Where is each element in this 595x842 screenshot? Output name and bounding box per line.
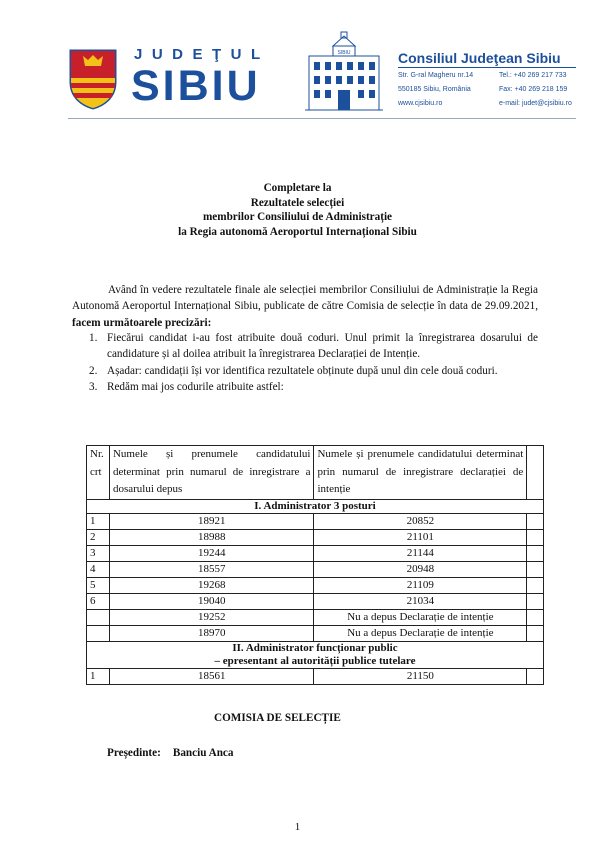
fax: Fax: +40 269 218 159 — [499, 86, 568, 93]
president-name: Banciu Anca — [172, 747, 234, 759]
cell-empty — [527, 668, 544, 684]
website[interactable]: www.cjsibiu.ro — [398, 100, 443, 107]
committee-heading: COMISIA DE SELECȚIE — [214, 712, 341, 724]
cell-dosar-code: 19252 — [109, 609, 314, 625]
cell-nr — [87, 609, 110, 625]
council-building-icon — [303, 30, 385, 114]
header-declaratie: Numele și prenumele candidatului determinat prin numarul de inregistrare declarației de intenție — [314, 446, 527, 500]
cell-nr: 1 — [87, 513, 110, 529]
cell-declaratie-code: 21109 — [314, 577, 527, 593]
email[interactable]: e-mail: judet@cjsibiu.ro — [499, 100, 572, 107]
table-row — [87, 609, 544, 625]
cell-nr: 1 — [87, 668, 110, 684]
cell-empty — [527, 593, 544, 609]
president-label: Președinte: — [107, 747, 161, 759]
table-row — [87, 593, 544, 609]
table-row — [87, 668, 544, 684]
cell-dosar-code: 19244 — [109, 545, 314, 561]
cell-empty — [527, 513, 544, 529]
list-item-number: 3. — [89, 380, 98, 393]
county-coat-of-arms-icon — [68, 48, 118, 110]
list-item-number: 1. — [89, 332, 98, 344]
table-row — [87, 529, 544, 545]
cell-declaratie-code: 21150 — [314, 668, 527, 684]
section-2-title — [87, 641, 544, 668]
list-item — [72, 363, 538, 379]
cell-empty — [527, 577, 544, 593]
list-item-text: Fiecărui candidat i-au fost atribuite două coduri. Unul primit la înregistrarea dosarului de candidature și al doilea atribuit la înregistrarea Declarației de Intenție. — [107, 332, 538, 361]
cell-declaratie-code: 21101 — [314, 529, 527, 545]
cell-declaratie-code: Nu a depus Declarație de intenție — [314, 609, 527, 625]
page-number: 1 — [294, 821, 301, 833]
cell-nr — [87, 625, 110, 641]
president-line — [107, 747, 233, 759]
list-item-text: Așadar: candidații își vor identifica rezultatele obținute după unul din cele două coduri. — [107, 364, 498, 377]
intro-text: Având în vedere rezultatele finale ale selecției membrilor Consiliului de Administrație la Regia Autonomă Aeroportul Internațional Sibiu, publicate de către Comisia de selecție în data de 29.09.2021, — [72, 284, 538, 313]
intro-bold-tail: facem următoarele precizări: — [72, 316, 212, 329]
list-item — [72, 379, 538, 395]
table-row — [87, 513, 544, 529]
section-1-title: I. Administrator 3 posturi — [87, 499, 544, 513]
list-item — [72, 330, 538, 363]
cell-declaratie-code: 20948 — [314, 561, 527, 577]
phone: Tel.: +40 269 217 733 — [499, 72, 567, 79]
intro-paragraph — [72, 282, 538, 331]
title-line-2: Rezultatele selecției — [250, 196, 345, 209]
cell-dosar-code: 18970 — [109, 625, 314, 641]
cell-dosar-code: 18557 — [109, 561, 314, 577]
cell-empty — [527, 625, 544, 641]
title-line-4: la Regia autonomă Aeroportul Internațional Sibiu — [178, 225, 417, 238]
table-header-row — [87, 446, 544, 500]
cell-nr: 4 — [87, 561, 110, 577]
section-row — [87, 641, 544, 668]
document-title — [0, 181, 595, 239]
cell-empty — [527, 561, 544, 577]
cell-empty — [527, 609, 544, 625]
cell-nr: 6 — [87, 593, 110, 609]
list-item-text: Redăm mai jos codurile atribuite astfel: — [107, 380, 284, 393]
cell-dosar-code: 18561 — [109, 668, 314, 684]
cell-declaratie-code: 21144 — [314, 545, 527, 561]
title-line-3: membrilor Consiliului de Administrație — [202, 211, 393, 224]
cell-nr: 2 — [87, 529, 110, 545]
cell-nr: 3 — [87, 545, 110, 561]
header-empty-cell — [527, 446, 544, 500]
address-line-2: 550185 Sibiu, România — [398, 86, 471, 93]
cell-empty — [527, 529, 544, 545]
list-item-number: 2. — [89, 364, 98, 377]
table-row — [87, 577, 544, 593]
council-name: Consiliul Judeţean Sibiu — [398, 50, 561, 66]
council-name-underline — [398, 67, 576, 68]
title-line-1: Completare la — [263, 182, 332, 194]
cell-empty — [527, 545, 544, 561]
cell-declaratie-code: 20852 — [314, 513, 527, 529]
letterhead — [0, 0, 595, 130]
cell-dosar-code: 18988 — [109, 529, 314, 545]
county-label: JUDEŢUL — [134, 46, 270, 63]
section-2-title-line-2: – epresentant al autorității publice tutelare — [214, 654, 416, 667]
building-label: SIBIU — [337, 50, 351, 56]
notes-list — [72, 330, 538, 395]
address-line-1: Str. G-ral Magheru nr.14 — [398, 72, 474, 79]
cell-dosar-code: 19268 — [109, 577, 314, 593]
cell-declaratie-code: Nu a depus Declarație de intenție — [314, 625, 527, 641]
table-row — [87, 625, 544, 641]
section-2-title-line-1: II. Administrator funcționar public — [232, 641, 398, 654]
section-row — [87, 499, 544, 513]
cell-dosar-code: 19040 — [109, 593, 314, 609]
table-row — [87, 545, 544, 561]
cell-nr: 5 — [87, 577, 110, 593]
county-name: SIBIU — [131, 62, 261, 110]
cell-dosar-code: 18921 — [109, 513, 314, 529]
header-nr-crt: Nr. crt — [87, 446, 110, 500]
table-row — [87, 561, 544, 577]
cell-declaratie-code: 21034 — [314, 593, 527, 609]
header-divider — [68, 118, 576, 119]
codes-table — [86, 445, 544, 685]
header-dosar: Numele și prenumele candidatului determinat prin numarul de inregistrare a dosarului depus — [109, 446, 314, 500]
